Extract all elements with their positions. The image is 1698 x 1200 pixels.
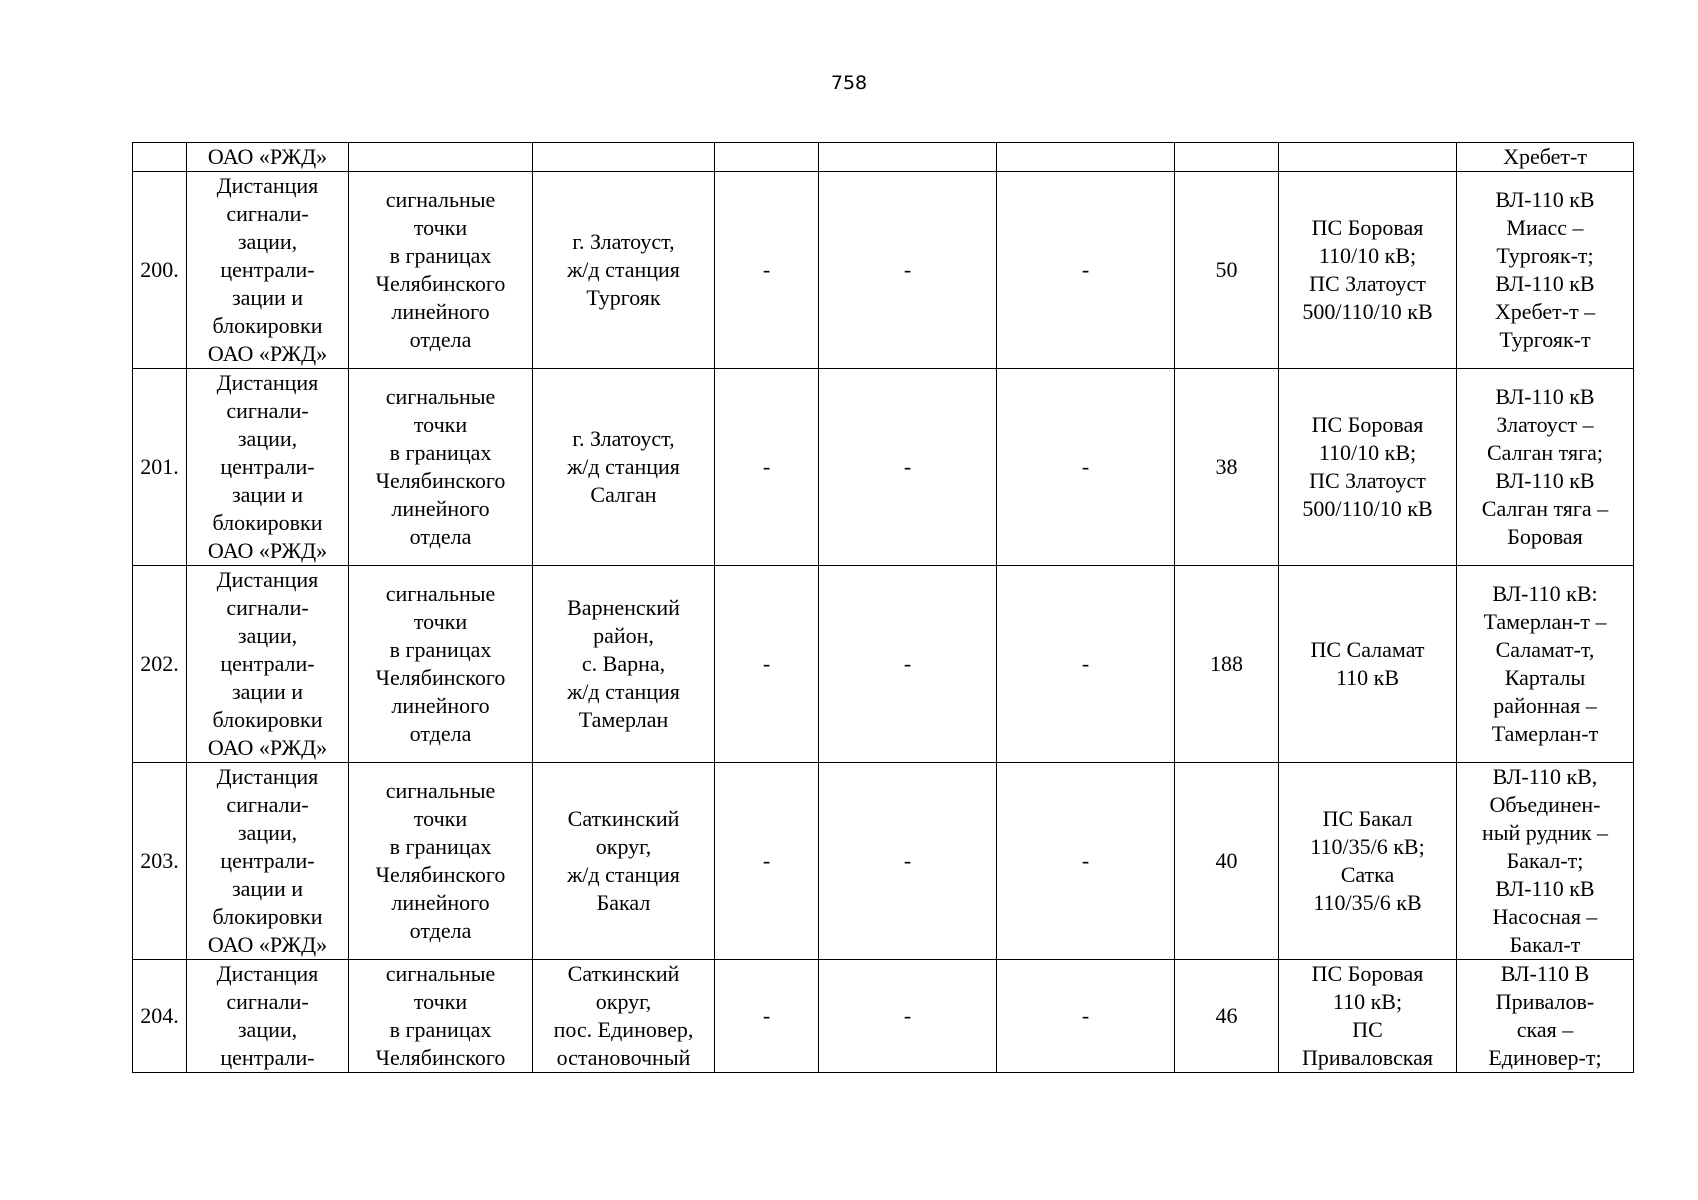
cell-power	[1175, 143, 1279, 172]
cell-col5: -	[715, 172, 819, 369]
cell-substations: ПС Саламат 110 кВ	[1279, 566, 1457, 763]
cell-col7: -	[997, 763, 1175, 960]
cell-power: 50	[1175, 172, 1279, 369]
cell-power: 188	[1175, 566, 1279, 763]
cell-col7: -	[997, 960, 1175, 1073]
table-row-202	[133, 566, 1634, 763]
page-number: 758	[830, 72, 868, 94]
cell-location: Варненский район, с. Варна, ж/д станция Тамерлан	[533, 566, 715, 763]
cell-organization: Дистанция сигнали- зации, централи-	[187, 960, 349, 1073]
cell-col7: -	[997, 566, 1175, 763]
cell-col7: -	[997, 172, 1175, 369]
cell-object: сигнальные точки в границах Челябинского линейного отдела	[349, 172, 533, 369]
cell-object	[349, 143, 533, 172]
cell-col6: -	[819, 369, 997, 566]
cell-substations: ПС Бакал 110/35/6 кВ; Сатка 110/35/6 кВ	[1279, 763, 1457, 960]
cell-lines: Хребет-т	[1457, 143, 1634, 172]
cell-col5: -	[715, 763, 819, 960]
cell-object: сигнальные точки в границах Челябинского линейного отдела	[349, 566, 533, 763]
cell-organization: ОАО «РЖД»	[187, 143, 349, 172]
cell-lines: ВЛ-110 кВ: Тамерлан-т – Саламат-т, Карталы районная – Тамерлан-т	[1457, 566, 1634, 763]
table-row-201	[133, 369, 1634, 566]
table-row-204	[133, 960, 1634, 1073]
cell-num: 200.	[133, 172, 187, 369]
cell-num: 204.	[133, 960, 187, 1073]
cell-location: Саткинский округ, пос. Единовер, остановочный	[533, 960, 715, 1073]
cell-object: сигнальные точки в границах Челябинского	[349, 960, 533, 1073]
cell-lines: ВЛ-110 кВ, Объединен- ный рудник – Бакал-т; ВЛ-110 кВ Насосная – Бакал-т	[1457, 763, 1634, 960]
cell-location: г. Златоуст, ж/д станция Салган	[533, 369, 715, 566]
cell-col6: -	[819, 763, 997, 960]
cell-lines: ВЛ-110 кВ Миасс – Тургояк-т; ВЛ-110 кВ Хребет-т – Тургояк-т	[1457, 172, 1634, 369]
cell-col6: -	[819, 960, 997, 1073]
cell-power: 38	[1175, 369, 1279, 566]
cell-location	[533, 143, 715, 172]
table-row-continuation	[133, 143, 1634, 172]
cell-col7	[997, 143, 1175, 172]
cell-col5	[715, 143, 819, 172]
cell-substations: ПС Боровая 110/10 кВ; ПС Златоуст 500/110/10 кВ	[1279, 369, 1457, 566]
cell-col6	[819, 143, 997, 172]
cell-object: сигнальные точки в границах Челябинского линейного отдела	[349, 369, 533, 566]
cell-organization: Дистанция сигнали- зации, централи- зации и блокировки ОАО «РЖД»	[187, 369, 349, 566]
cell-power: 40	[1175, 763, 1279, 960]
table-row-200	[133, 172, 1634, 369]
cell-lines: ВЛ-110 кВ Златоуст – Салган тяга; ВЛ-110 кВ Салган тяга – Боровая	[1457, 369, 1634, 566]
cell-col6: -	[819, 172, 997, 369]
table-row-203	[133, 763, 1634, 960]
cell-location: г. Златоуст, ж/д станция Тургояк	[533, 172, 715, 369]
cell-substations	[1279, 143, 1457, 172]
cell-organization: Дистанция сигнали- зации, централи- зации и блокировки ОАО «РЖД»	[187, 763, 349, 960]
cell-substations: ПС Боровая 110/10 кВ; ПС Златоуст 500/110/10 кВ	[1279, 172, 1457, 369]
cell-col7: -	[997, 369, 1175, 566]
cell-num: 203.	[133, 763, 187, 960]
cell-num: 201.	[133, 369, 187, 566]
cell-num	[133, 143, 187, 172]
cell-lines: ВЛ-110 В Привалов- ская – Единовер-т;	[1457, 960, 1634, 1073]
cell-substations: ПС Боровая 110 кВ; ПС Приваловская	[1279, 960, 1457, 1073]
cell-location: Саткинский округ, ж/д станция Бакал	[533, 763, 715, 960]
cell-col6: -	[819, 566, 997, 763]
data-table	[132, 142, 1634, 1073]
cell-col5: -	[715, 369, 819, 566]
cell-organization: Дистанция сигнали- зации, централи- зации и блокировки ОАО «РЖД»	[187, 172, 349, 369]
cell-col5: -	[715, 960, 819, 1073]
cell-power: 46	[1175, 960, 1279, 1073]
cell-num: 202.	[133, 566, 187, 763]
cell-col5: -	[715, 566, 819, 763]
cell-object: сигнальные точки в границах Челябинского линейного отдела	[349, 763, 533, 960]
cell-organization: Дистанция сигнали- зации, централи- зации и блокировки ОАО «РЖД»	[187, 566, 349, 763]
